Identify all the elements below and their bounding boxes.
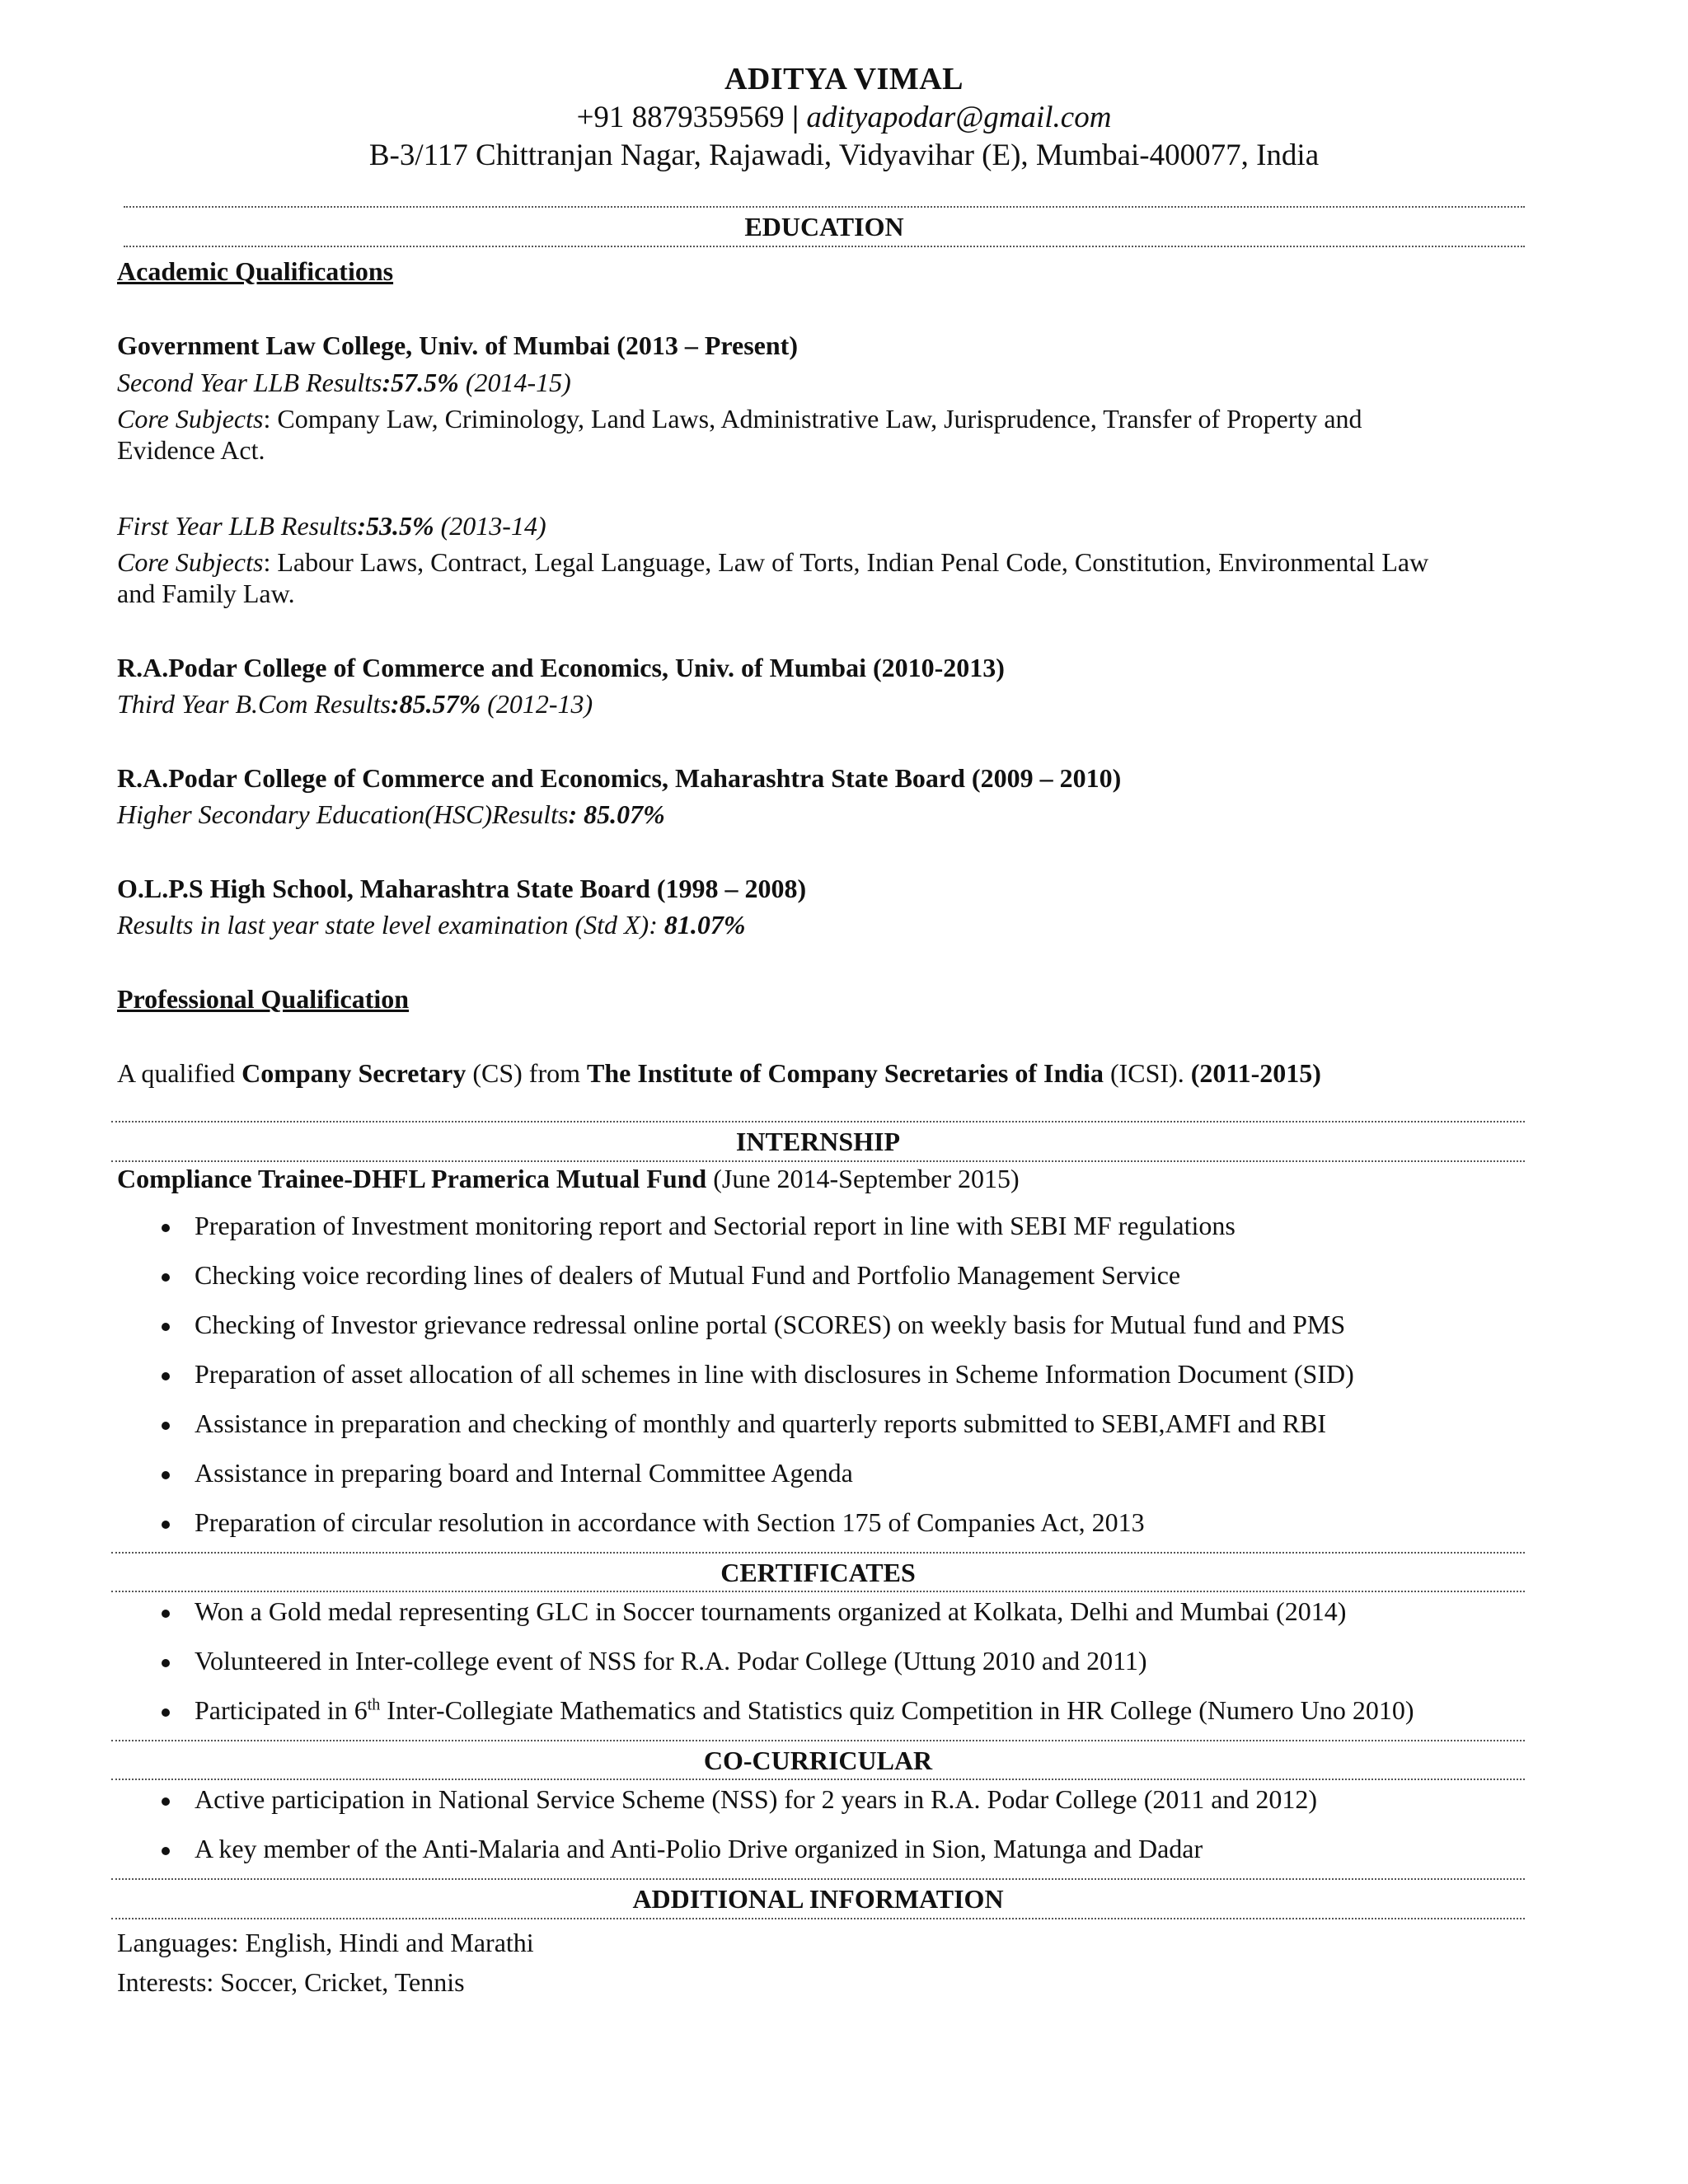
postal-address: B-3/117 Chittranjan Nagar, Rajawadi, Vidyavihar (E), Mumbai-400077, India: [368, 138, 1320, 172]
result-score: 81.07%: [663, 910, 746, 940]
candidate-name: ADITYA VIMAL: [724, 62, 964, 96]
bullet-point: [162, 1847, 170, 1855]
certificate-item: [195, 1695, 1414, 1726]
result-score: :57.5%: [382, 368, 459, 397]
result-label: Third Year B.Com Results: [117, 689, 391, 719]
languages-line: Languages: English, Hindi and Marathi: [117, 1928, 534, 1957]
core-subjects-label: Core Subjects: [117, 547, 264, 577]
section-divider-top: [124, 206, 1525, 208]
result-score: : 85.07%: [568, 799, 665, 829]
text-segment: Participated in 6: [195, 1695, 368, 1725]
section-divider-bottom: [111, 1591, 1525, 1592]
result-label: Second Year LLB Results: [117, 368, 382, 397]
section-title-cocurricular: CO-CURRICULAR: [703, 1746, 933, 1775]
ordinal-suffix: th: [367, 1695, 381, 1714]
bullet-point: [162, 1797, 170, 1806]
section-divider-top: [111, 1878, 1525, 1880]
bullet-point: [162, 1323, 170, 1331]
result-line: [117, 367, 571, 398]
text-segment: (ICSI).: [1103, 1058, 1191, 1088]
section-divider-bottom: [111, 1918, 1525, 1919]
bullet-point: [162, 1422, 170, 1430]
bullet-point: [162, 1224, 170, 1232]
bullet-point: [162, 1610, 170, 1618]
internship-item: Checking voice recording lines of dealers of Mutual Fund and Portfolio Management Service: [195, 1260, 1181, 1290]
section-divider-top: [111, 1121, 1525, 1122]
bullet-point: [162, 1372, 170, 1380]
core-subjects-label: Core Subjects: [117, 404, 264, 434]
bullet-point: [162, 1471, 170, 1479]
text-segment: (CS) from: [466, 1058, 587, 1088]
section-divider-bottom: [111, 1779, 1525, 1780]
institution-heading: Government Law College, Univ. of Mumbai (2013 – Present): [117, 330, 798, 360]
professional-qualification-heading: Professional Qualification: [117, 984, 410, 1014]
core-subjects-line: [117, 546, 1428, 578]
section-title-additional-information: ADDITIONAL INFORMATION: [632, 1884, 1004, 1914]
bullet-point: [162, 1273, 170, 1282]
internship-period: (June 2014-September 2015): [706, 1164, 1020, 1193]
qualification-years: (2011-2015): [1190, 1058, 1321, 1088]
interests-line: Interests: Soccer, Cricket, Tennis: [117, 1967, 465, 1997]
section-divider-top: [111, 1740, 1525, 1741]
result-label: First Year LLB Results: [117, 511, 358, 541]
section-title-certificates: CERTIFICATES: [720, 1558, 916, 1587]
core-subjects-text: : Company Law, Criminology, Land Laws, Administrative Law, Jurisprudence, Transfer of Property and: [263, 404, 1362, 434]
internship-item: Checking of Investor grievance redressal online portal (SCORES) on weekly basis for Mutual fund and PMS: [195, 1310, 1346, 1339]
bullet-point: [162, 1521, 170, 1529]
core-subjects-continuation: and Family Law.: [117, 579, 295, 608]
result-period: (2013-14): [434, 511, 546, 541]
internship-role-line: [117, 1163, 1020, 1194]
academic-qualifications-heading: Academic Qualifications: [117, 256, 394, 286]
result-period: (2012-13): [481, 689, 593, 719]
result-line: [117, 799, 665, 830]
contact-line: [0, 100, 1688, 135]
section-title-internship: INTERNSHIP: [735, 1127, 901, 1156]
certificate-item: Won a Gold medal representing GLC in Soccer tournaments organized at Kolkata, Delhi and Mumbai (2014): [195, 1596, 1347, 1626]
cocurricular-item: A key member of the Anti-Malaria and Anti-Polio Drive organized in Sion, Matunga and Dadar: [195, 1834, 1203, 1863]
section-divider-bottom: [111, 1160, 1525, 1162]
section-title-education: EDUCATION: [744, 212, 904, 241]
certificate-item: Volunteered in Inter-college event of NSS for R.A. Podar College (Uttung 2010 and 2011): [195, 1646, 1147, 1675]
result-period: (2014-15): [458, 368, 571, 397]
institute-name: The Institute of Company Secretaries of India: [586, 1058, 1104, 1088]
section-divider-top: [111, 1552, 1525, 1554]
core-subjects-line: [117, 403, 1362, 434]
result-line: [117, 688, 593, 719]
core-subjects-text: : Labour Laws, Contract, Legal Language, Law of Torts, Indian Penal Code, Constitution, Environmental Law: [263, 547, 1429, 577]
result-label: Higher Secondary Education(HSC)Results: [117, 799, 569, 829]
institution-heading: R.A.Podar College of Commerce and Economics, Maharashtra State Board (2009 – 2010): [117, 763, 1122, 793]
qualification-name: Company Secretary: [241, 1058, 467, 1088]
bullet-point: [162, 1659, 170, 1667]
result-score: :53.5%: [357, 511, 434, 541]
bullet-point: [162, 1708, 170, 1717]
result-score: :85.57%: [390, 689, 481, 719]
section-divider-bottom: [124, 246, 1525, 247]
contact-divider: |: [791, 101, 799, 134]
internship-item: Preparation of circular resolution in accordance with Section 175 of Companies Act, 2013: [195, 1507, 1145, 1537]
result-line: [117, 510, 546, 541]
internship-item: Assistance in preparing board and Internal Committee Agenda: [195, 1458, 853, 1488]
text-segment: A qualified: [117, 1058, 242, 1088]
core-subjects-continuation: Evidence Act.: [117, 435, 265, 465]
text-segment: Inter-Collegiate Mathematics and Statistics quiz Competition in HR College (Numero Uno 2010): [380, 1695, 1414, 1725]
result-line: [117, 909, 746, 940]
professional-qualification-line: [117, 1057, 1321, 1089]
institution-heading: O.L.P.S High School, Maharashtra State Board (1998 – 2008): [117, 874, 807, 903]
cocurricular-item: Active participation in National Service Scheme (NSS) for 2 years in R.A. Podar College (2011 and 2012): [195, 1784, 1318, 1814]
email-address[interactable]: adityapodar@gmail.com: [806, 101, 1112, 134]
internship-role: Compliance Trainee-DHFL Pramerica Mutual Fund: [117, 1164, 707, 1193]
result-label: Results in last year state level examination (Std X):: [117, 910, 664, 940]
internship-item: Preparation of asset allocation of all schemes in line with disclosures in Scheme Information Document (SID): [195, 1359, 1354, 1389]
internship-item: Preparation of Investment monitoring report and Sectorial report in line with SEBI MF regulations: [195, 1211, 1236, 1240]
internship-item: Assistance in preparation and checking of monthly and quarterly reports submitted to SEBI,AMFI and RBI: [195, 1408, 1327, 1438]
institution-heading: R.A.Podar College of Commerce and Economics, Univ. of Mumbai (2010-2013): [117, 653, 1005, 682]
phone-number: +91 8879359569: [576, 101, 785, 134]
